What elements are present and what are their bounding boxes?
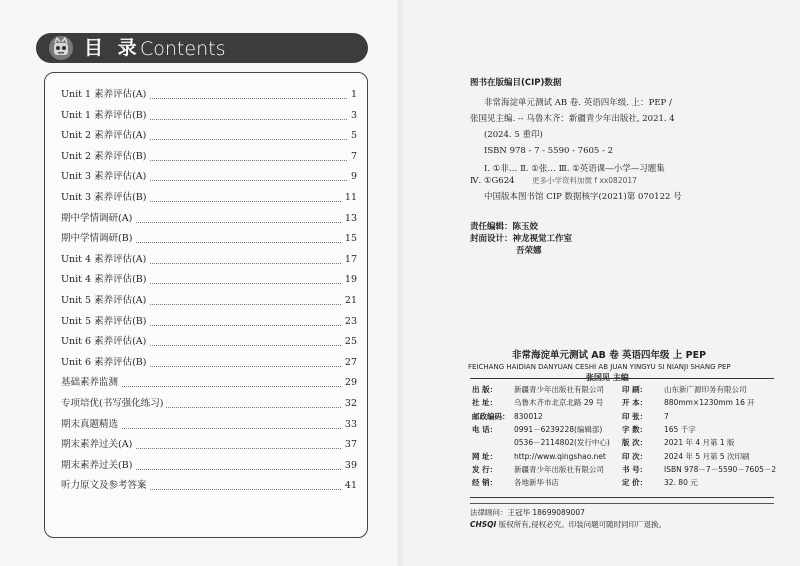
toc-header [36,33,368,63]
toc-entry-page: 37 [342,435,357,455]
toc-entry-page: 27 [342,353,357,373]
toc-entry-label: 期末素养过关(B) [61,456,135,476]
pub-field-value: http://www.qingshao.net [514,451,606,461]
toc-entry-label: 期中学情调研(B) [61,229,135,249]
toc-entry-page: 15 [342,229,357,249]
toc-entry [61,373,357,393]
toc-entry-page: 23 [342,312,357,332]
toc-entry-page: 7 [348,147,357,167]
toc-entry-page: 17 [342,250,357,270]
toc-entry-page: 13 [342,209,357,229]
pub-field-label: 字 数： [622,424,648,434]
toc-entry-page: 32 [342,394,357,414]
toc-entry-page: 3 [348,106,357,126]
pub-field-value: 7 [664,411,669,421]
toc-entry-label: Unit 1 素养评估(A) [61,85,149,105]
watermark-text: 更多小学资料加微 f xx082017 [532,176,637,185]
toc-entry [61,167,357,187]
toc-entry-page: 5 [348,126,357,146]
toc-entry-label: Unit 3 素养评估(B) [61,188,149,208]
toc-entry-label: Unit 4 素养评估(B) [61,270,149,290]
cip-line: 非常海淀单元测试 AB 卷. 英语四年级. 上：PEP / [484,98,672,108]
toc-entry [61,353,357,373]
pub-field-label: 邮政编码： [472,411,510,421]
toc-entry-label: Unit 4 素养评估(A) [61,250,149,270]
pub-field-label: 印 次： [622,451,648,461]
pub-field-label: 出 版： [472,385,498,394]
toc-entry [61,291,357,311]
pub-field-label: 电 话： [472,424,498,434]
toc-entry [61,456,357,476]
toc-entry-label: Unit 2 素养评估(A) [61,126,149,146]
design-credit: 封面设计：神龙视觉工作室 [470,234,573,244]
toc-entry [61,312,357,332]
cip-line: 张国见主编. -- 乌鲁木齐：新疆青少年出版社, 2021. 4 [470,114,675,124]
pub-field-label: 印 张： [622,411,648,421]
book-pinyin: FEICHANG HAIDIAN DANYUAN CESHI AB JUAN YINGYU SI NIANJI SHANG PEP [468,363,731,371]
cip-heading: 图书在版编目(CIP)数据 [470,78,562,88]
toc-entry [61,332,357,352]
pub-field-value: 830012 [514,411,543,421]
pub-field-value: 0991－6239228(编辑部) [514,424,603,434]
toc-entry-label: Unit 1 素养评估(B) [61,106,149,126]
copyright-line: CHSQI 版权所有,侵权必究。印装问题可随时同印厂退换。 [470,520,667,529]
pub-field-value: 2024 年 5 月第 5 次印刷 [664,451,750,461]
toc-entry-label: Unit 5 素养评估(B) [61,312,149,332]
toc-entry [61,270,357,290]
pub-field-value: 新疆青少年出版社有限公司 [514,385,604,394]
pub-field-value: 0536－2114802(发行中心) [514,438,610,448]
book-title: 非常海淀单元测试 AB 卷 英语四年级 上 PEP [512,350,707,361]
editor-credit: 责任编辑：陈玉姣 [470,222,539,232]
toc-entry-label: Unit 6 素养评估(B) [61,353,149,373]
legal-advisor: 法律顾问：王冠华 18699089007 [470,508,585,517]
toc-entry-page: 1 [348,85,357,105]
publishing-info [470,378,777,498]
toc-entry-label: 期末真题精选 [61,415,121,435]
toc-entry [61,476,357,496]
toc-entry-label: 期末素养过关(A) [61,435,135,455]
toc-entry [61,250,357,270]
toc-entry-label: Unit 6 素养评估(A) [61,332,149,352]
pub-field-value: 32. 80 元 [664,478,698,488]
pub-field-label: 网 址： [472,451,498,461]
divider [470,503,774,504]
toc-entry-label: Unit 3 素养评估(A) [61,167,149,187]
toc-entry [61,126,357,146]
toc-entry [61,188,357,208]
toc-entry-label: 基础素养监测 [61,373,121,393]
toc-entry-page: 29 [342,373,357,393]
toc-entry-label: 听力原文及参考答案 [61,476,150,496]
publisher-logo: CHSQI [470,520,497,529]
pub-field-value: 新疆青少年出版社有限公司 [514,464,604,474]
pub-field-label: 社 址： [472,398,498,408]
toc-entry-page: 41 [342,476,357,496]
toc-entry [61,147,357,167]
pub-field-label: 版 次： [622,438,648,448]
pub-field-value: 山东新广源印务有限公司 [664,385,747,394]
cip-line: 中国版本图书馆 CIP 数据核字(2021)第 070122 号 [484,192,682,202]
toc-entry [61,209,357,229]
toc-entry-page: 21 [342,291,357,311]
pub-field-value: 165 千字 [664,424,696,434]
toc-entry-label: Unit 2 素养评估(B) [61,147,149,167]
cip-line: (2024. 5 重印) [484,130,543,140]
toc-entry-page: 25 [342,332,357,352]
pub-field-label: 开 本： [622,398,648,408]
book-author: 张国见 主编 [586,373,629,382]
pub-field-label: 定 价： [622,478,648,488]
pub-field-label: 书 号： [622,464,648,474]
design-credit-2: 吾荣娜 [516,246,542,256]
cip-line: Ⅳ. ①G624 [470,176,515,186]
toc-entry-page: 9 [348,167,357,187]
cip-isbn: ISBN 978 - 7 - 5590 - 7605 - 2 [484,146,613,156]
toc-entry [61,106,357,126]
pub-field-value: 880mm×1230mm 16 开 [664,398,755,408]
pub-field-value: 乌鲁木齐市北京北路 29 号 [514,398,604,408]
toc-entry-page: 19 [342,270,357,290]
toc-subtitle: Contents [140,38,226,60]
pub-field-value: 2021 年 4 月第 1 版 [664,438,735,448]
pub-field-label: 发 行： [472,464,498,474]
pub-field-value: ISBN 978－7－5590－7605－2 [664,464,777,474]
toc-entry [61,435,357,455]
toc-entry-label: Unit 5 素养评估(A) [61,291,149,311]
toc-entry-page: 39 [342,456,357,476]
toc-title: 目 录 [84,37,141,59]
toc-entry-page: 33 [342,415,357,435]
book-gutter [398,0,402,566]
toc-entry [61,394,357,414]
pub-field-value: 各地新华书店 [514,478,559,488]
toc-list [44,72,368,538]
toc-entry [61,415,357,435]
pub-field-label: 印 刷： [622,385,648,394]
toc-entry-label: 专项培优(书写强化练习) [61,394,166,414]
toc-entry [61,229,357,249]
toc-entry [61,85,357,105]
cip-line: Ⅰ. ①非… Ⅱ. ①张… Ⅲ. ①英语课—小学—习题集 [484,164,665,174]
pub-field-label: 经 销： [472,478,498,488]
toc-entry-page: 11 [342,188,357,208]
mascot-icon [48,35,74,61]
toc-entry-label: 期中学情调研(A) [61,209,135,229]
